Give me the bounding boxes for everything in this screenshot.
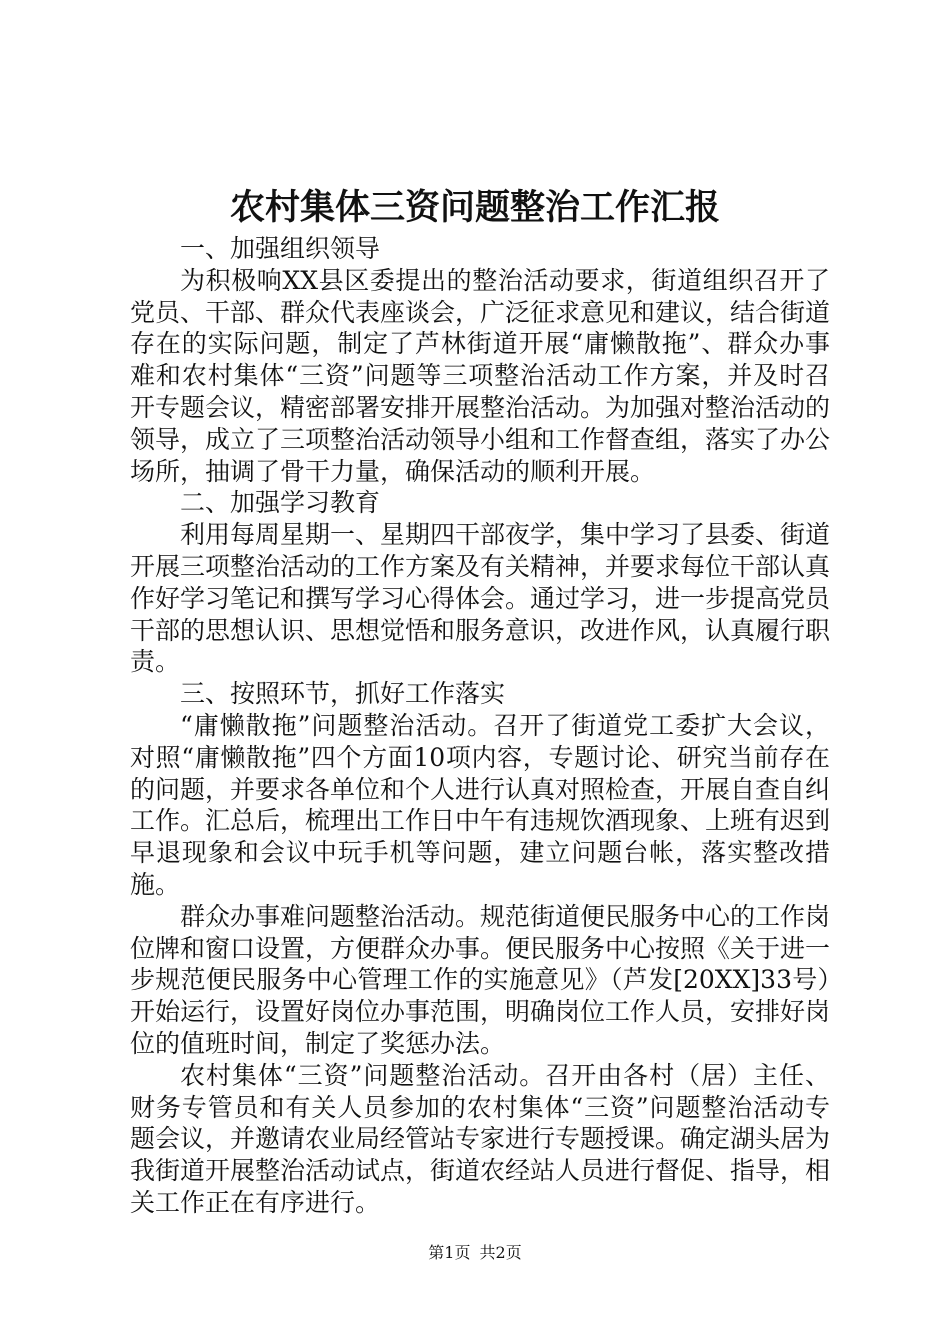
paragraph-2: 利用每周星期一、星期四干部夜学，集中学习了县委、街道开展三项整治活动的工作方案及有关精神，并要求每位干部认真作好学习笔记和撰写学习心得体会。通过学习，进一步提高党员干部的思想认识、思想觉悟和服务意识，改进作风，认真履行职责。 [130,520,831,677]
document-body [130,233,830,1219]
section-heading-1: 一、加强组织领导 [180,234,381,263]
paragraph-5: 农村集体“三资”问题整治活动。召开由各村（居）主任、财务专管员和有关人员参加的农村集体“三资”问题整治活动专题会议，并邀请农业局经管站专家进行专题授课。确定湖头居为我街道开展整治活动试点，街道农经站人员进行督促、指导，相关工作正在有序进行。 [130,1060,831,1217]
page-total: 共2页 [479,1243,522,1262]
page-number: 第1页 [428,1243,471,1262]
paragraph-3: “庸懒散拖”问题整治活动。召开了街道党工委扩大会议，对照“庸懒散拖”四个方面10项内容，专题讨论、研究当前存在的问题，并要求各单位和个人进行认真对照检查，开展自查自纠工作。汇总后，梳理出工作日中午有违规饮酒现象、上班有迟到早退现象和会议中玩手机等问题，建立问题台帐，落实整改措施。 [130,710,831,899]
section-heading-3: 三、按照环节，抓好工作落实 [180,679,506,709]
paragraph-1: 为积极响XX县区委提出的整治活动要求，街道组织召开了党员、干部、群众代表座谈会，广泛征求意见和建议，结合街道存在的实际问题，制定了芦林街道开展“庸懒散拖”、群众办事难和农村集体“三资”问题等三项整治活动工作方案，并及时召开专题会议，精密部署安排开展整治活动。为加强对整治活动的领导，成立了三项整治活动领导小组和工作督查组，落实了办公场所，抽调了骨干力量，确保活动的顺利开展。 [130,265,831,486]
paragraph-4: 群众办事难问题整治活动。规范街道便民服务中心的工作岗位牌和窗口设置，方便群众办事。便民服务中心按照《关于进一步规范便民服务中心管理工作的实施意见》（芦发[20XX]33号）开始运行，设置好岗位办事范围，明确岗位工作人员，安排好岗位的值班时间，制定了奖惩办法。 [130,901,831,1058]
section-heading-2: 二、加强学习教育 [180,488,381,518]
page-footer [0,1241,950,1265]
document-title: 农村集体三资问题整治工作汇报 [229,187,720,228]
